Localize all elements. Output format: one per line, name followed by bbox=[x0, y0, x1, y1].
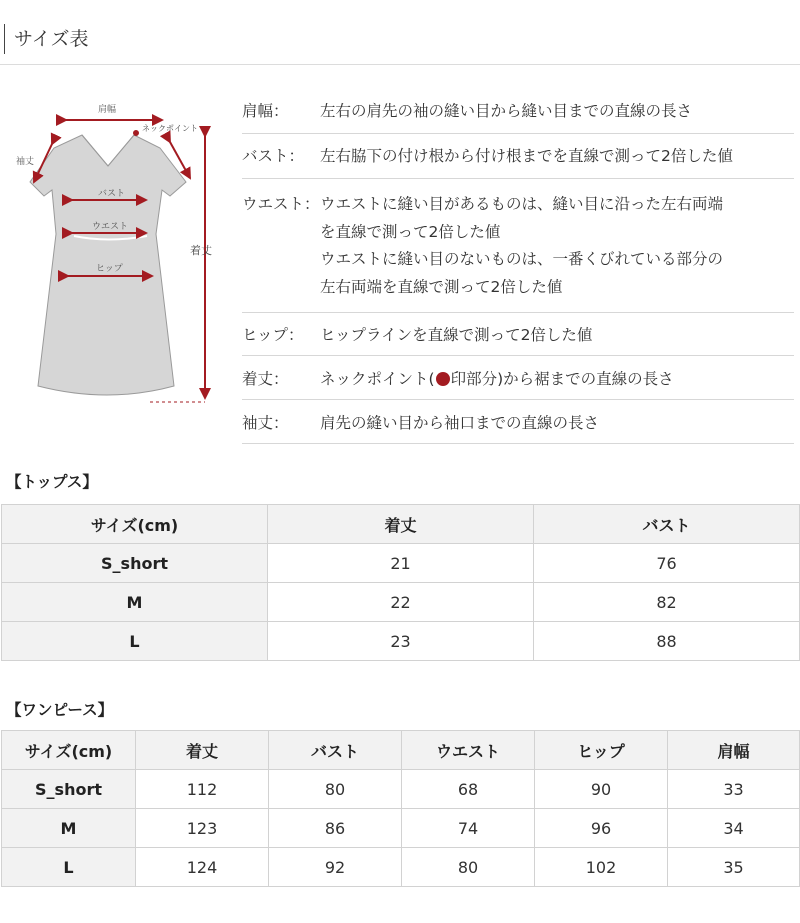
column-header: サイズ(cm) bbox=[2, 505, 268, 544]
column-header: 着丈 bbox=[268, 505, 534, 544]
title-divider bbox=[0, 64, 800, 65]
table-row bbox=[2, 809, 800, 848]
table-cell: 112 bbox=[136, 770, 269, 809]
waist-label: ウエスト bbox=[92, 222, 129, 232]
table-cell: 86 bbox=[269, 809, 402, 848]
neck-point-marker-icon bbox=[436, 372, 450, 386]
table-cell: 33 bbox=[668, 770, 800, 809]
definition-text: 左右脇下の付け根から付け根までを直線で測って2倍した値 bbox=[320, 147, 733, 165]
table-cell: 22 bbox=[268, 583, 534, 622]
table-header-row bbox=[2, 731, 800, 770]
size-cell: L bbox=[2, 622, 268, 661]
column-header: 肩幅 bbox=[668, 731, 800, 770]
table-row bbox=[2, 622, 800, 661]
definition-text: ウエストに縫い目があるものは、縫い目に沿った左右両端 bbox=[320, 195, 724, 213]
neck-point-dot bbox=[133, 130, 139, 136]
definition-term: 肩幅： bbox=[242, 102, 289, 120]
definition-text: 左右の肩先の袖の縫い目から縫い目までの直線の長さ bbox=[320, 102, 693, 120]
sleeve-label: 袖丈 bbox=[16, 157, 35, 167]
onepiece-size-table bbox=[1, 730, 800, 887]
definition-text: を直線で測って2倍した値 bbox=[320, 222, 501, 241]
definition-term: ヒップ： bbox=[242, 326, 304, 344]
dress-measurement-illustration bbox=[0, 86, 232, 426]
bust-label: バスト bbox=[98, 189, 126, 199]
table-cell: 82 bbox=[534, 583, 800, 622]
definition-term: 袖丈： bbox=[242, 414, 289, 432]
tops-section-title: 【トップス】 bbox=[6, 473, 98, 491]
column-header: 着丈 bbox=[136, 731, 269, 770]
length-label: 着丈 bbox=[190, 244, 212, 257]
size-cell: S_short bbox=[2, 544, 268, 583]
definition-text: 肩先の縫い目から袖口までの直線の長さ bbox=[320, 414, 600, 432]
definition-row-bust bbox=[242, 134, 794, 179]
definition-row-hip bbox=[242, 313, 794, 356]
table-row bbox=[2, 848, 800, 887]
table-row bbox=[2, 544, 800, 583]
tops-size-table bbox=[1, 504, 800, 661]
table-cell: 21 bbox=[268, 544, 534, 583]
table-cell: 74 bbox=[402, 809, 535, 848]
table-cell: 68 bbox=[402, 770, 535, 809]
page-title: サイズ表 bbox=[4, 24, 88, 54]
table-cell: 92 bbox=[269, 848, 402, 887]
table-cell: 96 bbox=[535, 809, 668, 848]
definition-term: バスト： bbox=[242, 147, 305, 165]
table-row bbox=[2, 583, 800, 622]
definition-row-length bbox=[242, 356, 794, 400]
table-cell: 123 bbox=[136, 809, 269, 848]
size-cell: M bbox=[2, 583, 268, 622]
table-header-row bbox=[2, 505, 800, 544]
column-header: バスト bbox=[269, 731, 402, 770]
column-header: サイズ(cm) bbox=[2, 731, 136, 770]
table-cell: 34 bbox=[668, 809, 800, 848]
table-cell: 23 bbox=[268, 622, 534, 661]
size-cell: M bbox=[2, 809, 136, 848]
size-cell: L bbox=[2, 848, 136, 887]
table-cell: 124 bbox=[136, 848, 269, 887]
table-cell: 88 bbox=[534, 622, 800, 661]
definition-row-shoulder bbox=[242, 90, 794, 134]
column-header: バスト bbox=[534, 505, 800, 544]
hip-label: ヒップ bbox=[96, 264, 123, 274]
definition-term: 着丈： bbox=[242, 370, 289, 388]
table-cell: 80 bbox=[269, 770, 402, 809]
neck-point-label: ネックポイント bbox=[142, 124, 198, 133]
onepiece-section-title: 【ワンピース】 bbox=[6, 701, 114, 719]
definition-row-sleeve bbox=[242, 400, 794, 444]
column-header: ヒップ bbox=[535, 731, 668, 770]
definition-row-waist bbox=[242, 179, 794, 313]
table-row bbox=[2, 770, 800, 809]
size-cell: S_short bbox=[2, 770, 136, 809]
table-cell: 80 bbox=[402, 848, 535, 887]
definition-text: ウエストに縫い目のないものは、一番くびれている部分の bbox=[320, 250, 724, 268]
table-cell: 35 bbox=[668, 848, 800, 887]
shoulder-label: 肩幅 bbox=[98, 105, 117, 115]
definition-text: 左右両端を直線で測って2倍した値 bbox=[320, 277, 563, 296]
definition-text-post: 印部分)から裾までの直線の長さ bbox=[450, 370, 674, 388]
measurement-definitions bbox=[242, 90, 794, 444]
definition-text-pre: ネックポイント( bbox=[320, 370, 435, 388]
definition-text: ヒップラインを直線で測って2倍した値 bbox=[320, 326, 593, 344]
table-cell: 102 bbox=[535, 848, 668, 887]
table-cell: 90 bbox=[535, 770, 668, 809]
definition-term: ウエスト： bbox=[242, 195, 320, 213]
table-cell: 76 bbox=[534, 544, 800, 583]
garment-diagram bbox=[0, 86, 232, 426]
column-header: ウエスト bbox=[402, 731, 535, 770]
